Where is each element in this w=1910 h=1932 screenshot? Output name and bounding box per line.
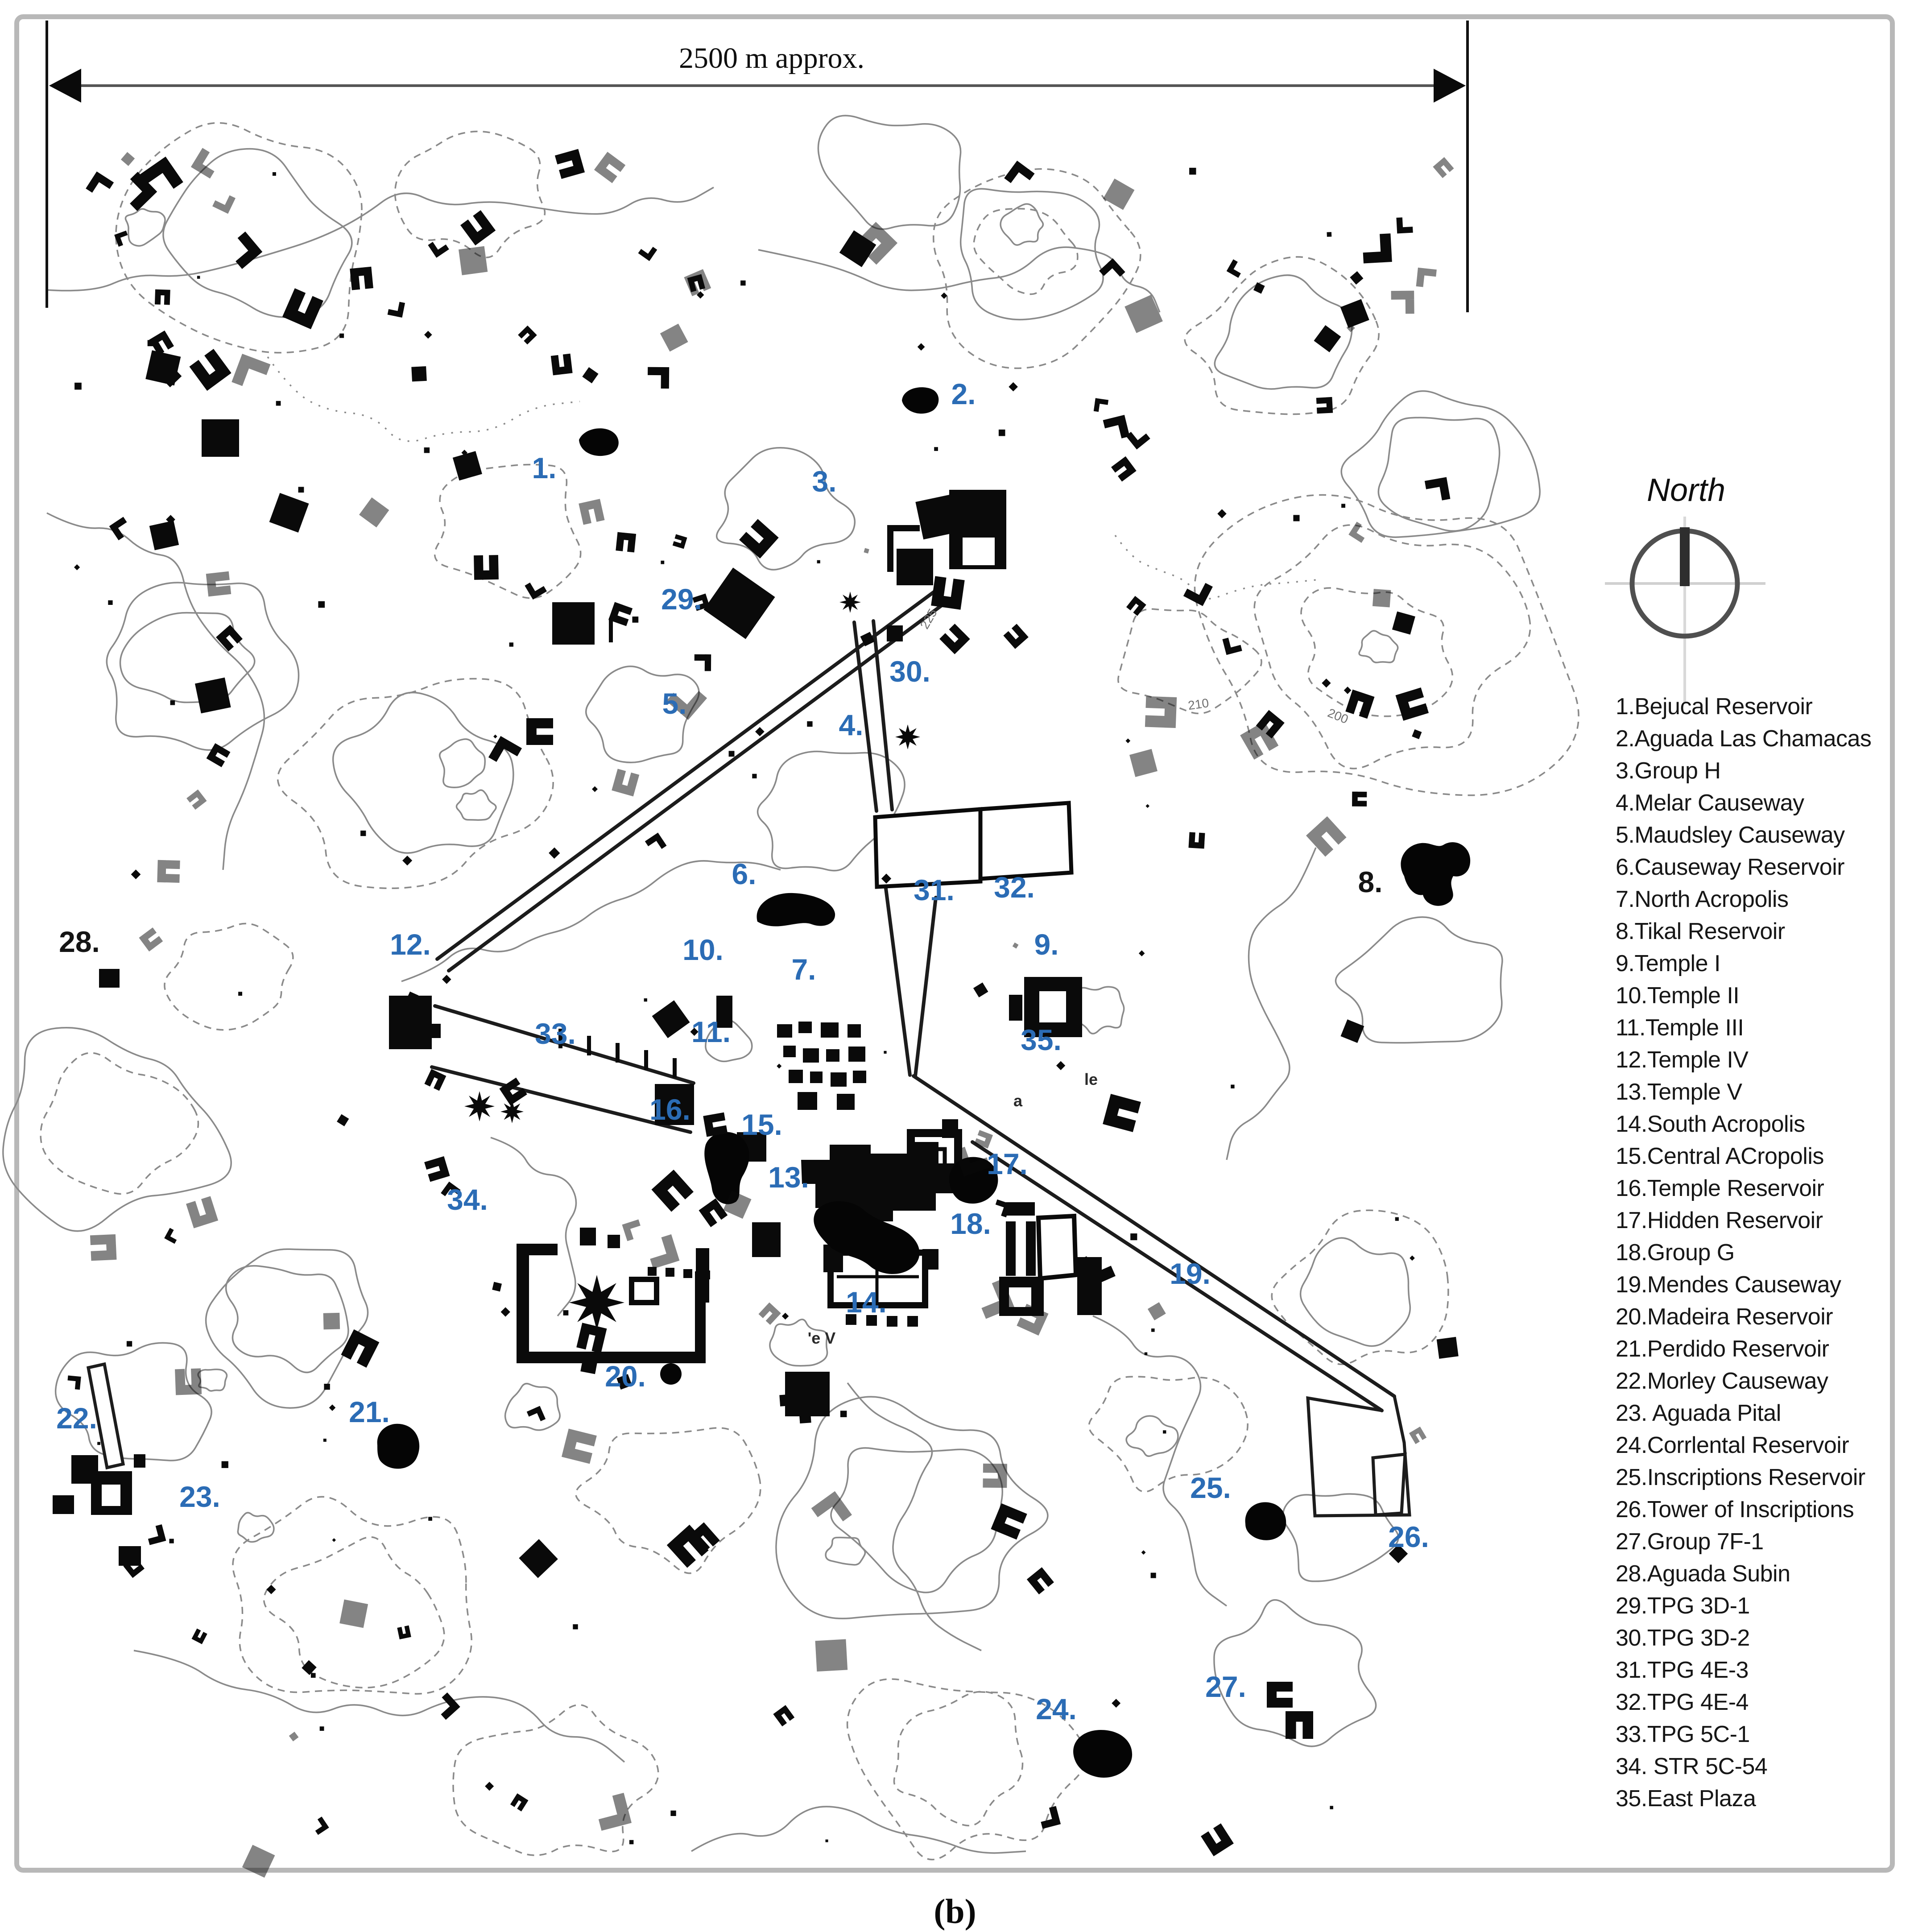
map-marker-12: 12. (390, 928, 431, 961)
temple-reservoir-blob (704, 1132, 749, 1204)
legend-item-9: 9.Temple I (1616, 951, 1720, 976)
legend-item-17: 17.Hidden Reservoir (1616, 1208, 1823, 1233)
legend-item-20: 20.Madeira Reservoir (1616, 1304, 1833, 1330)
south-acropolis-structure (922, 1249, 938, 1270)
legend-item-23: 23. Aguada Pital (1616, 1400, 1781, 1426)
contour-elevation-label: 210 (1187, 695, 1210, 713)
map-marker-16: 16. (649, 1093, 690, 1126)
scale-arrowhead-left (49, 69, 81, 103)
east-plaza-structure (942, 1119, 958, 1138)
tpg-4e4-rectangle (980, 803, 1071, 879)
contour-elevation-label: 225 (917, 606, 940, 632)
map-marker-21: 21. (349, 1395, 390, 1428)
map-marker-2: 2. (951, 377, 976, 410)
map-marker-34: 34. (447, 1183, 488, 1216)
map-marker-18: 18. (950, 1207, 991, 1240)
legend-item-21: 21.Perdido Reservoir (1616, 1336, 1829, 1362)
bejucal-reservoir-blob (579, 428, 619, 456)
str-5c54-structure (580, 1228, 596, 1245)
legend-item-2: 2.Aguada Las Chamacas (1616, 726, 1872, 752)
legend-item-30: 30.TPG 3D-2 (1616, 1625, 1750, 1651)
legend-item-31: 31.TPG 4E-3 (1616, 1657, 1749, 1683)
legend-item-25: 25.Inscriptions Reservoir (1616, 1465, 1865, 1490)
str-5c54-structure (608, 1235, 620, 1248)
temple-1-courtyard (1039, 991, 1066, 1022)
legend-item-29: 29.TPG 3D-1 (1616, 1593, 1750, 1619)
legend-item-18: 18.Group G (1616, 1240, 1735, 1266)
tikal-reservoir-blob (1401, 842, 1470, 906)
legend-item-27: 27.Group 7F-1 (1616, 1529, 1764, 1555)
map-marker-20: 20. (605, 1360, 646, 1393)
legend-item-32: 32.TPG 4E-4 (1616, 1689, 1749, 1715)
structure-glyphs (67, 148, 1459, 1878)
star-structure (464, 1091, 495, 1121)
legend-item-6: 6.Causeway Reservoir (1616, 854, 1845, 880)
north-acropolis-structures (777, 1022, 866, 1110)
temple-4-structure (432, 1024, 441, 1038)
map-text-fragment: a (1013, 1092, 1023, 1110)
legend-item-22: 22.Morley Causeway (1616, 1368, 1828, 1394)
legend-item-26: 26.Tower of Inscriptions (1616, 1497, 1854, 1522)
map-marker-33: 33. (535, 1017, 576, 1050)
map-marker-35: 35. (1021, 1023, 1062, 1056)
map-marker-24: 24. (1036, 1692, 1077, 1725)
map-marker-7: 7. (791, 953, 816, 986)
map-marker-11: 11. (691, 1015, 731, 1048)
corrlental-reservoir-blob (1073, 1730, 1132, 1778)
inscriptions-reservoir-blob (1245, 1502, 1286, 1540)
temple-5-structure (752, 1222, 781, 1257)
eastplaza-causeway-line (915, 898, 936, 1076)
map-marker-19: 19. (1170, 1257, 1211, 1290)
legend-item-12: 12.Temple IV (1616, 1047, 1749, 1073)
scale-bar (47, 21, 1468, 312)
map-marker-30: 30. (889, 655, 930, 688)
group-h-courtyard (963, 538, 995, 565)
north-label: North (1646, 472, 1726, 508)
causeway-reservoir-blob (757, 893, 835, 927)
map-marker-22: 22. (56, 1402, 97, 1435)
legend-item-35: 35.East Plaza (1616, 1786, 1756, 1812)
madeira-reservoir-blob (660, 1363, 682, 1385)
legend-item-14: 14.South Acropolis (1616, 1111, 1805, 1137)
figure-caption: (b) (934, 1892, 976, 1931)
map-marker-15: 15. (741, 1108, 782, 1141)
scale-label: 2500 m approx. (678, 42, 865, 74)
legend-item-28: 28.Aguada Subin (1616, 1561, 1790, 1587)
legend-item-8: 8.Tikal Reservoir (1616, 918, 1785, 944)
map-marker-31: 31. (914, 873, 955, 906)
legend-item-33: 33.TPG 5C-1 (1616, 1721, 1750, 1747)
legend-item-3: 3.Group H (1616, 758, 1721, 784)
legend-item-11: 11.Temple III (1616, 1015, 1744, 1041)
star-structure (895, 724, 920, 749)
str-5c54-structure (632, 1279, 657, 1303)
temple-4-structure (389, 996, 432, 1049)
aguada-subin-structure (99, 969, 120, 988)
perdido-reservoir-blob (377, 1424, 419, 1469)
map-marker-26: 26. (1388, 1520, 1429, 1553)
star-structure (569, 1275, 624, 1330)
scale-arrowhead-right (1434, 69, 1466, 103)
contour-elevation-label: 200 (1326, 706, 1351, 727)
map-marker-8: 8. (1358, 865, 1383, 898)
map-text-fragment: le (1084, 1070, 1098, 1088)
map-marker-32: 32. (994, 871, 1035, 904)
star-structure (500, 1100, 524, 1123)
map-marker-3: 3. (812, 465, 837, 498)
map-text-fragment: 'e V (807, 1329, 836, 1347)
legend-item-34: 34. STR 5C-54 (1616, 1754, 1768, 1779)
legend-item-19: 19.Mendes Causeway (1616, 1272, 1841, 1298)
legend-item-13: 13.Temple V (1616, 1079, 1742, 1105)
map-marker-5: 5. (662, 687, 687, 720)
map-marker-6: 6. (732, 857, 757, 890)
legend-item-1: 1.Bejucal Reservoir (1616, 694, 1813, 720)
eastplaza-causeway-line (885, 885, 910, 1075)
legend-item-7: 7.North Acropolis (1616, 886, 1789, 912)
legend-list (1616, 691, 1905, 1815)
legend-item-15: 15.Central ACropolis (1616, 1143, 1824, 1169)
stela-row (558, 1029, 677, 1078)
group-h-structure (887, 625, 903, 641)
aguada-las-chamacas-blob (902, 387, 938, 414)
map-marker-25: 25. (1190, 1471, 1231, 1504)
legend-item-5: 5.Maudsley Causeway (1616, 822, 1845, 848)
map-marker-1: 1. (532, 451, 557, 484)
map-marker-14: 14. (846, 1286, 887, 1319)
legend-item-24: 24.Corrlental Reservoir (1616, 1432, 1849, 1458)
morley-group-structures (53, 1454, 145, 1515)
temple-1-structure (1009, 995, 1022, 1021)
legend-item-10: 10.Temple II (1616, 983, 1740, 1009)
map-marker-13: 13. (768, 1161, 809, 1194)
map-marker-29: 29. (661, 583, 702, 616)
aguada-pital-structure (119, 1546, 141, 1566)
map-marker-4: 4. (839, 708, 864, 741)
mendes-terminus-quad (1373, 1454, 1405, 1515)
legend-item-4: 4.Melar Causeway (1616, 790, 1804, 816)
map-marker-28: 28. (59, 925, 100, 958)
map-marker-23: 23. (179, 1480, 220, 1513)
star-structure (839, 592, 861, 613)
map-marker-9: 9. (1034, 928, 1059, 961)
legend-item-16: 16.Temple Reservoir (1616, 1175, 1824, 1201)
north-compass-icon (1605, 517, 1765, 703)
map-marker-17: 17. (987, 1147, 1028, 1180)
map-marker-27: 27. (1205, 1670, 1246, 1703)
map-marker-10: 10. (682, 933, 723, 966)
stela-row (609, 618, 613, 642)
